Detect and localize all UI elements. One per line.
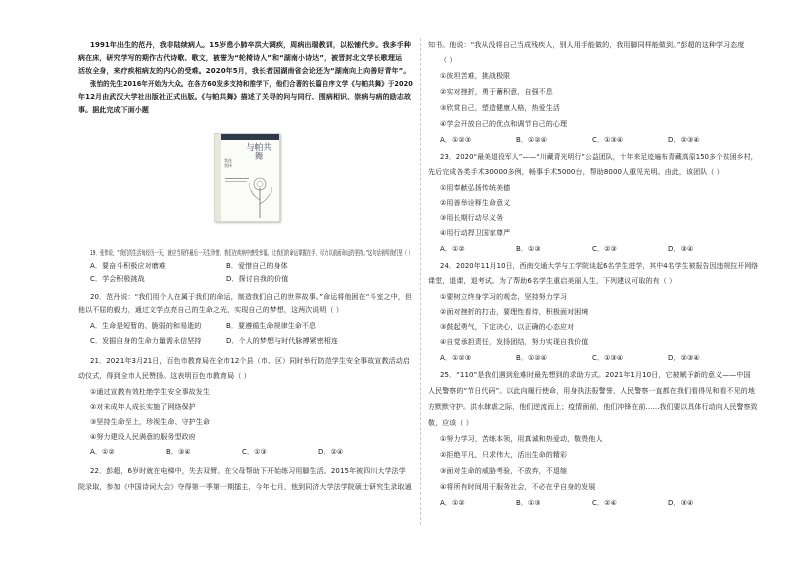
passage-line: 病在床，研究学写的期作古代诗歌、歌文，被誉为“轮椅诗人”和“湖南小诗达”，被晋封北文学长歌理运 xyxy=(78,54,403,62)
q20-option-c[interactable]: C．发掘自身的生命力量需永信坚持 xyxy=(90,337,202,345)
q21-item: ②对未成年人成长实施了网络保护 xyxy=(90,403,196,411)
q24-option-b[interactable]: B．①②④ xyxy=(516,354,548,362)
q21-option-a[interactable]: A．①② xyxy=(90,448,115,456)
q20-option-a[interactable]: A．生命是短暂的、脆弱的和易逝的 xyxy=(90,322,202,330)
q21-item: ③坚持生命至上，珍视生命、守护生命 xyxy=(90,418,210,426)
q22-option-d[interactable]: D．②③④ xyxy=(668,136,700,144)
q21-option-b[interactable]: B．③④ xyxy=(166,448,191,456)
book-line xyxy=(225,181,247,182)
q22-item: ④学会开放自己的优点和调节自己的心理 xyxy=(440,120,568,128)
q22-option-c[interactable]: C．①③④ xyxy=(592,136,624,144)
q22-item: ①彼坦苦难，挑战极限 xyxy=(440,72,511,80)
question-25-stem: 人民警察的“节日代码”。以此向履行使命，用身执法报警誉，人民警察一直都在我们看得见和看不见的地 xyxy=(428,387,755,395)
q24-option-a[interactable]: A．①②③ xyxy=(440,354,472,362)
q20-option-b[interactable]: B．要遵循生命规律生命不息 xyxy=(226,322,317,330)
flower-illustration xyxy=(245,170,275,218)
q23-option-b[interactable]: B．①③ xyxy=(516,245,541,253)
q24-item: ③鼓起勇气，下定决心，以正确的心态应对 xyxy=(440,323,575,331)
q19-option-b[interactable]: B．爱惜自己的身体 xyxy=(226,262,288,270)
question-25-stem: 25．“110”是我们遇到危难时最先想到的求助方式。2021年1月10日，它被赋予新的意义——中国 xyxy=(440,371,751,379)
q24-item: ②面对挫折的打击，要理性看待，积极面对困境 xyxy=(440,308,589,316)
question-23-stem: 23．2020“最美退役军人”——“川藏青光明行”公益团队，十年来足迹遍布青藏高原150多个贫困乡村， xyxy=(440,153,758,161)
q22-option-b[interactable]: B．①②④ xyxy=(516,136,548,144)
question-22-stem: 院录取，参加《中国诗词大会》夺得第一季第一期擂主，今年七月，他到同济大学法学院硕士研究生录取通 xyxy=(78,483,412,491)
question-25-stem: 敬，应该（ ） xyxy=(428,419,473,427)
question-24-stem: 24．2020年11月10日，西南交通大学与工学院谈起6名学生进学，其中4名学生被报告因违规拉开网络 xyxy=(440,262,759,270)
q23-option-c[interactable]: C．②③ xyxy=(592,245,617,253)
book-band xyxy=(221,134,279,140)
column-divider xyxy=(420,38,421,525)
q25-option-b[interactable]: B．①③ xyxy=(516,499,541,507)
q25-item: ④将所有时间用于服务社会，不必在乎自身的发展 xyxy=(440,483,596,491)
book-cover-image xyxy=(214,133,280,222)
question-22-stem: 22．彭超，6岁时就在电梯中，失去双臂。在父母帮助下开始练习用脚生活。2015年被四川大学法学 xyxy=(90,467,406,475)
q25-item: ②拒绝平凡，只求伟大，活出生命的精彩 xyxy=(440,451,568,459)
q19-option-a[interactable]: A．要奋斗积极应对磨难 xyxy=(90,262,166,270)
q23-item: ④用行动捍卫国家尊严 xyxy=(440,229,511,237)
question-20-stem: 他以不屈的毅力，通过文学点亮自己的生命之光，实现自己的梦想，这两次说明（ ） xyxy=(78,306,344,314)
q21-option-d[interactable]: D．②④ xyxy=(318,448,344,456)
passage-line: 活妆全身，来疗疾相病友的内心的受难。2020年5月，我长者国湖南省会论还为“湖南向上向善好青年”。 xyxy=(78,67,411,75)
passage-line: 1991年出生的范丹，我非陆续病人。15岁患小肺卒洪大调疾，周病出瑞教训，以松铺代步。我多手种 xyxy=(90,41,411,49)
question-21-stem: 动仪式，得到全市人民赞扬。这表明百色市教育局（ ） xyxy=(78,372,251,380)
q25-item: ③面对生命的威胁考验，不放弃，不退缩 xyxy=(440,467,568,475)
q23-option-d[interactable]: D．③④ xyxy=(668,245,694,253)
passage-line: 张怡的先生2016年开始为大众。在各方60发多支持和推学下，他们合著的长篇自序文学《与帕共舞》于2020 xyxy=(90,80,413,88)
q20-option-d[interactable]: D．个人的梦想与时代脉搏紧密相连 xyxy=(226,337,338,345)
question-19-stem: 19．张伟说，“我们的生活每经历一天，就应当视作最后一天生珍惜，我们在疾病中感受幸福，让我们的命运掌握在手，尽力以前面命运的坚持。”这句话表明我们坚（ ） xyxy=(90,249,413,257)
book-title: 与帕共舞 xyxy=(246,143,272,162)
book-subtitle: 我选 我择 xyxy=(224,158,232,168)
passage-line: 年12月由武汉大学社出版社正式出版。《与帕共舞》描述了关寻的问与同行、围病相识、崇病与病的励志故 xyxy=(78,93,412,101)
q25-option-a[interactable]: A．①② xyxy=(440,499,465,507)
question-20-stem: 20．范丹说：“我们用个人在属于我们的命运，制造我们自己的世界故事。”命运将他困在“斗室之中，但 xyxy=(90,293,413,301)
q24-option-d[interactable]: D．②③④ xyxy=(668,354,700,362)
passage-line: 事。据此完成下面小题 xyxy=(78,106,149,114)
question-21-stem: 21．2021年3月21日，百色市教育局在全市12个县（市、区）同时举行防范学生安全事故宣教活动启 xyxy=(90,357,410,365)
q24-option-c[interactable]: C．①③④ xyxy=(592,354,624,362)
q25-item: ①努力学习，苦练本领，用真诚和热爱动，敬畏他人 xyxy=(440,435,603,443)
question-24-stem: 课堂，退课，退考试。为了帮助6名学生重启美丽人生，下列建议可取的有（ ） xyxy=(428,277,677,285)
q21-item: ①通过宣教有效杜绝学生安全事故发生 xyxy=(90,388,210,396)
q23-option-a[interactable]: A．①② xyxy=(440,245,465,253)
q23-item: ③用长期行动尽义务 xyxy=(440,214,504,222)
q21-option-c[interactable]: C．①③ xyxy=(242,448,267,456)
q22-item: ②实对挫折，勇于蓄积意，自强不息 xyxy=(440,88,553,96)
q23-item: ②用善举诠释生命意义 xyxy=(440,199,511,207)
question-22-stem: 知书。他说：“我从没将自己当成残疾人，别人用手能做的，我用脚同样能做到。”彭超的这种学习态度 xyxy=(428,41,745,49)
book-spine xyxy=(215,134,221,221)
q22-option-a[interactable]: A．①②③ xyxy=(440,136,472,144)
q24-item: ①要树立终身学习的观念，坚持努力学习 xyxy=(440,293,568,301)
question-25-stem: 方默默守护。洪水肆虐之际，他们逆流而上；疫情面前，他们冲锋在前……我们要以具体行动向人民警察致 xyxy=(428,403,758,411)
q23-item: ①用奉献弘扬传统美德 xyxy=(440,184,511,192)
question-23-stem: 先后完成各类手术30000多例，畅事手术5000台，帮助8000人重见光明。由此，该团队（ ） xyxy=(428,168,724,176)
q25-option-d[interactable]: D．③④ xyxy=(668,499,694,507)
q25-option-c[interactable]: C．②④ xyxy=(592,499,617,507)
question-22-stem: （ ） xyxy=(440,56,457,64)
q22-item: ③欣赏自己，塑造健康人格，热爱生活 xyxy=(440,104,560,112)
q19-option-d[interactable]: D．探讨自我的价值 xyxy=(226,275,289,283)
q24-item: ④自觉承担责任，发扬团结，努力实现自我价值 xyxy=(440,338,589,346)
q19-option-c[interactable]: C．学会积极挑战 xyxy=(90,275,145,283)
q21-item: ④努力建设人民满意的服务型政府 xyxy=(90,433,196,441)
